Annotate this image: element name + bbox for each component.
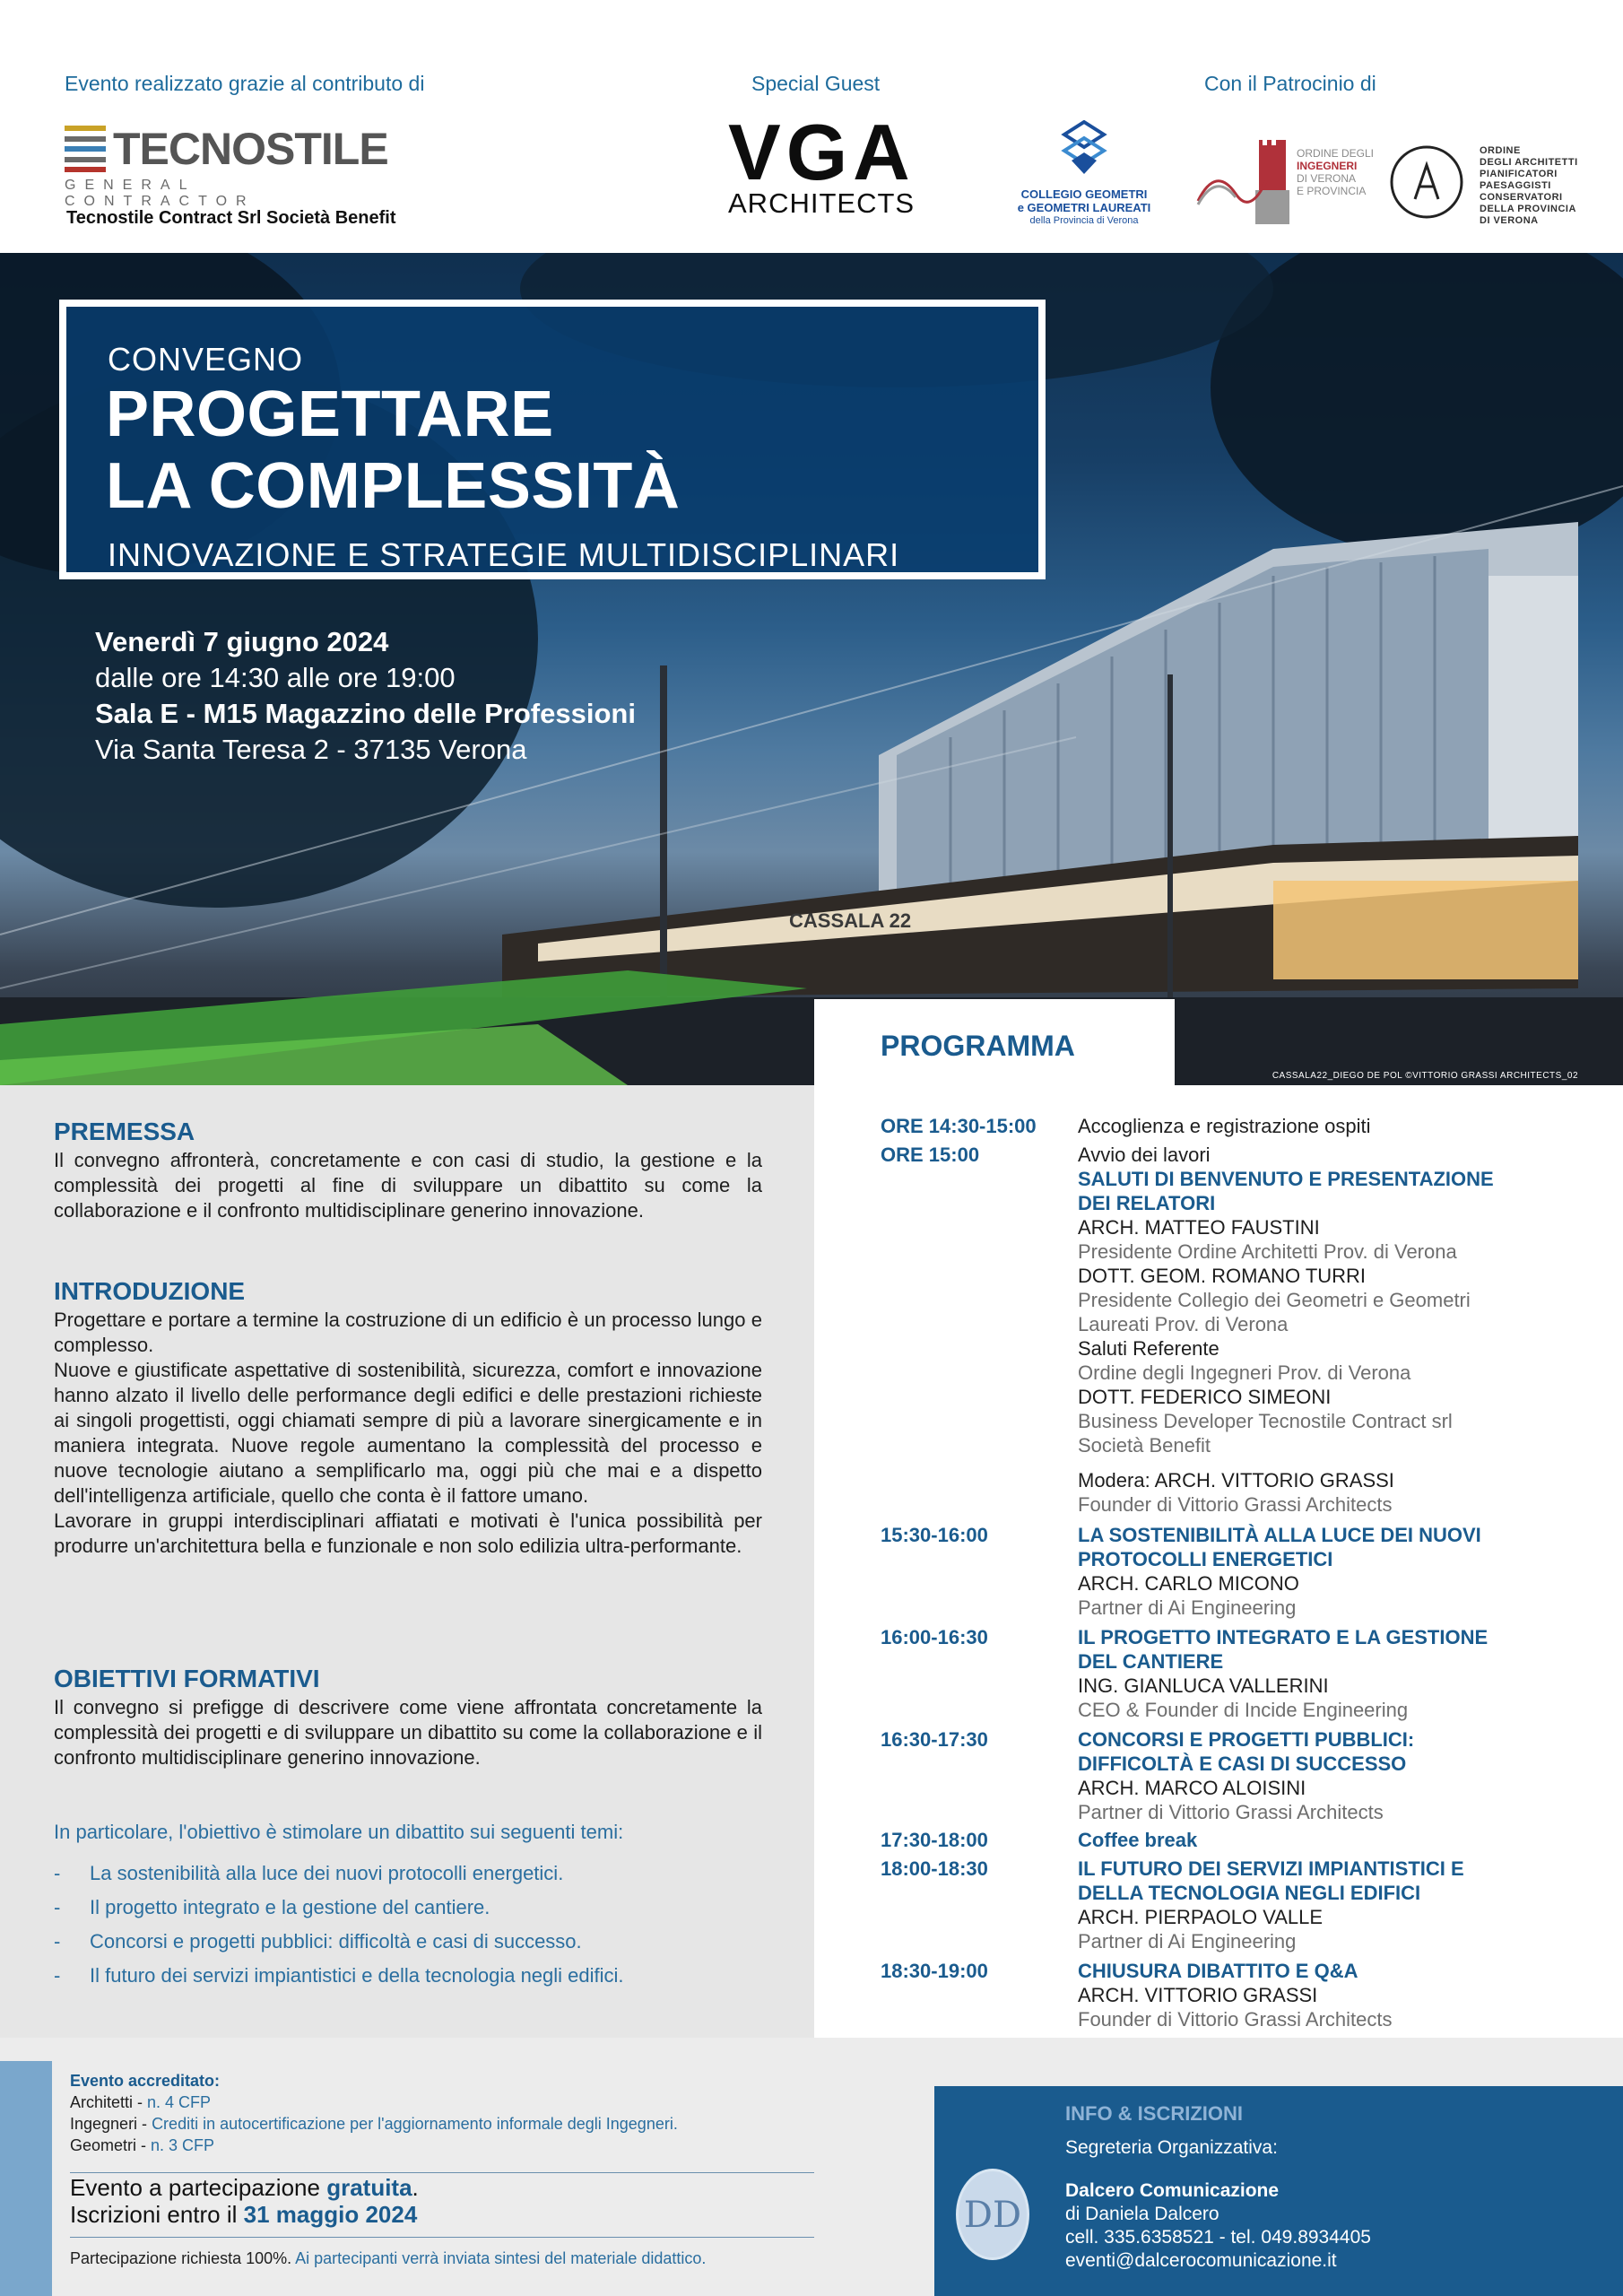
program-text: Accoglienza e registrazione ospiti bbox=[1078, 1115, 1371, 1137]
program-session-title: DELLA TECNOLOGIA NEGLI EDIFICI bbox=[1078, 1882, 1421, 1904]
tecnostile-logo[interactable] bbox=[65, 126, 396, 210]
program-time: 16:30-17:30 bbox=[881, 1728, 988, 1751]
hero-banner bbox=[0, 253, 1623, 1085]
footer-text: DD bbox=[963, 2195, 1022, 2236]
event-date: Venerdì 7 giugno 2024 bbox=[95, 626, 389, 657]
footer-text: . bbox=[412, 2174, 419, 2201]
footer-text: Evento a partecipazione bbox=[70, 2174, 327, 2201]
introduzione-p2: Nuove e giustificate aspettative di sostenibilità, sicurezza, comfort e innovazione hanno alzato il livello delle performance degli edifici e delle prestazioni richieste ai singoli progettisti, oggi chiamati sempre di più a lavorare sinergicamente e in maniera integrata. Nuove regole aumentano la complessità del processo e nuove tecnologie aiutano a semplificarlo ma, oggi più che mai e a dispetto dell'intelligenza artificiale, quello che conta è il fattore umano. bbox=[54, 1359, 762, 1507]
list-dash: - bbox=[54, 1896, 61, 1918]
program-time: 18:30-19:00 bbox=[881, 1960, 988, 1982]
participation-note bbox=[70, 2249, 706, 2268]
program-session-title: DEL CANTIERE bbox=[1078, 1650, 1224, 1673]
moderator-role: Founder di Vittorio Grassi Architects bbox=[1078, 1493, 1393, 1516]
speaker-name: ARCH. MARCO ALOISINI bbox=[1078, 1777, 1306, 1799]
info-phone[interactable]: cell. 335.6358521 - tel. 049.8934405 bbox=[1065, 2227, 1371, 2248]
architetti-line6: DELLA PROVINCIA bbox=[1480, 204, 1576, 214]
event-kicker: CONVEGNO bbox=[108, 341, 304, 378]
footer-text: Iscrizioni entro il bbox=[70, 2201, 244, 2228]
footer-text: Ai partecipanti verrà inviata sintesi del materiale didattico. bbox=[295, 2249, 707, 2267]
ingegneri-line1: ORDINE DEGLI bbox=[1297, 147, 1375, 160]
footer-accent-strip bbox=[0, 2061, 52, 2296]
speaker-role: Presidente Collegio dei Geometri e Geometri bbox=[1078, 1289, 1471, 1311]
collegio-geometri-logo[interactable] bbox=[1002, 120, 1166, 228]
dalcero-seal-icon bbox=[956, 2169, 1029, 2260]
speaker-role: Partner di Ai Engineering bbox=[1078, 1596, 1297, 1619]
footer-text: Crediti in autocertificazione per l'aggiornamento informale degli Ingegneri. bbox=[152, 2115, 678, 2133]
speaker-role: Presidente Ordine Architetti Prov. di Verona bbox=[1078, 1240, 1457, 1263]
speaker-name: ARCH. PIERPAOLO VALLE bbox=[1078, 1906, 1324, 1928]
speaker-role: Laureati Prov. di Verona bbox=[1078, 1313, 1289, 1335]
program-session-title: CONCORSI E PROGETTI PUBBLICI: bbox=[1078, 1728, 1415, 1751]
speaker-role: Ordine degli Ingegneri Prov. di Verona bbox=[1078, 1361, 1411, 1384]
premessa-title: PREMESSA bbox=[54, 1118, 195, 1145]
event-subtitle: INNOVAZIONE E STRATEGIE MULTIDISCIPLINARI bbox=[108, 536, 900, 573]
info-person: di Daniela Dalcero bbox=[1065, 2204, 1219, 2224]
introduzione-p1: Progettare e portare a termine la costruzione di un edificio è un processo lungo e complesso. bbox=[54, 1309, 762, 1356]
footer-text: Partecipazione richiesta 100%. bbox=[70, 2249, 296, 2267]
credits-geometri bbox=[70, 2135, 214, 2157]
ingegneri-line4: E PROVINCIA bbox=[1297, 185, 1367, 197]
program-session-title: Coffee break bbox=[1078, 1829, 1198, 1851]
speaker-name: Saluti Referente bbox=[1078, 1337, 1219, 1360]
event-title bbox=[106, 378, 680, 522]
list-item bbox=[54, 1925, 789, 1959]
program-session-title: IL PROGETTO INTEGRATO E LA GESTIONE bbox=[1078, 1626, 1488, 1648]
list-item-text: Il progetto integrato e la gestione del cantiere. bbox=[90, 1896, 490, 1918]
program-session-title: DIFFICOLTÀ E CASI DI SUCCESSO bbox=[1078, 1752, 1407, 1775]
event-hours: dalle ore 14:30 alle ore 19:00 bbox=[95, 662, 456, 693]
ingegneri-line2: INGEGNERI bbox=[1297, 160, 1358, 172]
speaker-role: Business Developer Tecnostile Contract srl bbox=[1078, 1410, 1453, 1432]
patronage-label: Con il Patrocinio di bbox=[1204, 72, 1376, 95]
info-email[interactable]: eventi@dalcerocomunicazione.it bbox=[1065, 2250, 1337, 2271]
event-venue: Sala E - M15 Magazzino delle Professioni bbox=[95, 698, 636, 729]
event-address: Via Santa Teresa 2 - 37135 Verona bbox=[95, 734, 527, 765]
accredited-label bbox=[70, 2070, 220, 2092]
info-secretariat: Segreteria Organizzativa: bbox=[1065, 2137, 1278, 2158]
ingegneri-tower-icon bbox=[1196, 138, 1293, 228]
special-guest-label: Special Guest bbox=[751, 72, 881, 95]
speaker-role: Società Benefit bbox=[1078, 1434, 1211, 1457]
vga-logo-text: VGA bbox=[728, 108, 916, 196]
program-session-title: DEI RELATORI bbox=[1078, 1192, 1216, 1214]
geometri-emblem-icon bbox=[1057, 120, 1111, 176]
program-session-title: LA SOSTENIBILITÀ ALLA LUCE DEI NUOVI bbox=[1078, 1524, 1481, 1546]
geometri-line3: della Provincia di Verona bbox=[1029, 215, 1139, 226]
ingegneri-line3: DI VERONA bbox=[1297, 172, 1357, 185]
themes-list bbox=[54, 1857, 789, 1993]
speaker-name: ARCH. VITTORIO GRASSI bbox=[1078, 1984, 1318, 2006]
architetti-line2: DEGLI ARCHITETTI bbox=[1480, 157, 1578, 168]
speaker-name: DOTT. FEDERICO SIMEONI bbox=[1078, 1386, 1332, 1408]
speaker-name: ING. GIANLUCA VALLERINI bbox=[1078, 1674, 1329, 1697]
program-text: Avvio dei lavori bbox=[1078, 1144, 1211, 1166]
event-title-line1: PROGETTARE bbox=[106, 378, 554, 450]
introduzione-p3: Lavorare in gruppi interdisciplinari affiatati e motivati è l'unica possibilità per produrre un'architettura bella e funzionale e non solo edilizia ultra-performante. bbox=[54, 1509, 762, 1557]
program-time: 15:30-16:00 bbox=[881, 1524, 988, 1546]
architetti-line1: ORDINE bbox=[1480, 145, 1521, 156]
info-box bbox=[934, 2086, 1623, 2296]
architetti-line4: PAESAGGISTI bbox=[1480, 180, 1551, 191]
participation-info bbox=[70, 2174, 419, 2228]
sponsor-label: Evento realizzato grazie al contributo di bbox=[65, 72, 425, 95]
ordine-ingegneri-logo[interactable] bbox=[1196, 138, 1376, 228]
speaker-role: Partner di Ai Engineering bbox=[1078, 1930, 1297, 1952]
header bbox=[0, 0, 1623, 253]
list-item bbox=[54, 1857, 789, 1891]
introduzione-text bbox=[54, 1308, 762, 1559]
obiettivi-text: Il convegno si prefigge di descrivere come viene affrontata concretamente la complessità dei progetti e di sviluppare un dibattito su come la collaborazione e il confronto multidisciplinare generino innovazione. bbox=[54, 1696, 762, 1769]
tecnostile-mark-icon bbox=[65, 126, 106, 172]
divider bbox=[70, 2172, 814, 2173]
description-column bbox=[0, 1085, 814, 2038]
event-title-line2: LA COMPLESSITÀ bbox=[106, 450, 681, 522]
obiettivi-title: OBIETTIVI FORMATIVI bbox=[54, 1665, 320, 1692]
architetti-line7: DI VERONA bbox=[1480, 215, 1539, 226]
programma-heading: PROGRAMMA bbox=[881, 1030, 1075, 1062]
list-item bbox=[54, 1959, 789, 1993]
program-time: 16:00-16:30 bbox=[881, 1626, 988, 1648]
footer-text: n. 3 CFP bbox=[151, 2136, 215, 2154]
speaker-name: ARCH. CARLO MICONO bbox=[1078, 1572, 1299, 1595]
list-item bbox=[54, 1891, 789, 1925]
info-company: Dalcero Comunicazione bbox=[1065, 2180, 1280, 2201]
programma-tab bbox=[814, 999, 1175, 1085]
list-item-text: Concorsi e progetti pubblici: difficoltà e casi di successo. bbox=[90, 1930, 582, 1952]
speaker-role: Partner di Vittorio Grassi Architects bbox=[1078, 1801, 1384, 1823]
footer-text: Architetti - bbox=[70, 2093, 148, 2111]
vga-logo-subtext: ARCHITECTS bbox=[728, 187, 916, 219]
architetti-line5: CONSERVATORI bbox=[1480, 192, 1563, 203]
tecnostile-caption: Tecnostile Contract Srl Società Benefit bbox=[66, 208, 396, 228]
architetti-emblem-icon bbox=[1388, 144, 1465, 221]
tecnostile-tagline: GENERAL CONTRACTOR bbox=[65, 178, 256, 209]
list-item-text: Il futuro dei servizi impiantistici e della tecnologia negli edifici. bbox=[90, 1964, 624, 1987]
program-time: ORE 14:30-15:00 bbox=[881, 1115, 1037, 1137]
architetti-line3: PIANIFICATORI bbox=[1480, 169, 1558, 179]
program-time: 18:00-18:30 bbox=[881, 1857, 988, 1880]
speaker-name: DOTT. GEOM. ROMANO TURRI bbox=[1078, 1265, 1367, 1287]
program-session-title: PROTOCOLLI ENERGETICI bbox=[1078, 1548, 1333, 1570]
premessa-text: Il convegno affronterà, concretamente e con casi di studio, la gestione e la complessità dei progetti al fine di sviluppare un dibattito su come la collaborazione e il confronto multidisciplinare generino innovazione. bbox=[54, 1149, 762, 1222]
list-dash: - bbox=[54, 1964, 61, 1987]
geometri-line1: COLLEGIO GEOMETRI bbox=[1020, 187, 1148, 201]
program-session-title: SALUTI DI BENVENUTO E PRESENTAZIONE bbox=[1078, 1168, 1494, 1190]
speaker-role: Founder di Vittorio Grassi Architects bbox=[1078, 2008, 1393, 2031]
event-details bbox=[95, 624, 636, 768]
program-time: 17:30-18:00 bbox=[881, 1829, 988, 1851]
introduzione-title: INTRODUZIONE bbox=[54, 1277, 246, 1305]
list-dash: - bbox=[54, 1862, 61, 1884]
program-session-title: IL FUTURO DEI SERVIZI IMPIANTISTICI E bbox=[1078, 1857, 1464, 1880]
divider bbox=[70, 2237, 814, 2238]
tecnostile-name: TECNOSTILE bbox=[113, 124, 388, 174]
info-title: INFO & ISCRIZIONI bbox=[1065, 2102, 1243, 2125]
vga-architects-logo[interactable] bbox=[728, 108, 916, 219]
moderator-name: Modera: ARCH. VITTORIO GRASSI bbox=[1078, 1469, 1394, 1492]
program-session-title: CHIUSURA DIBATTITO E Q&A bbox=[1078, 1960, 1358, 1982]
list-item-text: La sostenibilità alla luce dei nuovi protocolli energetici. bbox=[90, 1862, 564, 1884]
photo-credit: CASSALA22_DIEGO DE POL ©VITTORIO GRASSI ARCHITECTS_02 bbox=[1271, 1071, 1578, 1081]
speaker-name: ARCH. MATTEO FAUSTINI bbox=[1078, 1216, 1320, 1239]
footer-text: n. 4 CFP bbox=[147, 2093, 212, 2111]
program-time: ORE 15:00 bbox=[881, 1144, 980, 1166]
footer-text: 31 maggio 2024 bbox=[243, 2201, 418, 2228]
footer-text: Geometri - bbox=[70, 2136, 152, 2154]
list-dash: - bbox=[54, 1930, 61, 1952]
footer-text: gratuita bbox=[326, 2174, 412, 2201]
credits-ingegneri bbox=[70, 2113, 678, 2135]
ordine-architetti-logo[interactable] bbox=[1388, 144, 1594, 224]
speaker-role: CEO & Founder di Incide Engineering bbox=[1078, 1699, 1409, 1721]
footer-text: Ingegneri - bbox=[70, 2115, 152, 2133]
title-box bbox=[59, 300, 1046, 579]
geometri-line2: e GEOMETRI LAUREATI bbox=[1017, 201, 1151, 214]
footer-text: Evento accreditato: bbox=[70, 2072, 221, 2090]
program-column bbox=[814, 1085, 1623, 2038]
cassala-sign: CASSALA 22 bbox=[789, 909, 912, 932]
credits-architetti bbox=[70, 2092, 211, 2114]
themes-intro: In particolare, l'obiettivo è stimolare un dibattito sui seguenti temi: bbox=[54, 1821, 624, 1843]
